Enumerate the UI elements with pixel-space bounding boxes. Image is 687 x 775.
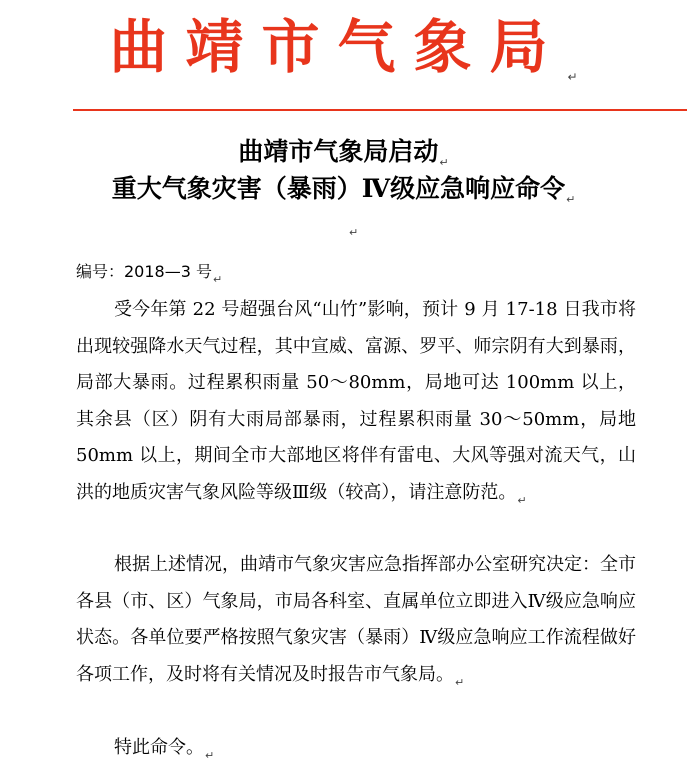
body-paragraph-3 <box>76 730 636 775</box>
document-title-line-2 <box>0 171 687 218</box>
document-number-text: 编号：2018—3 号 <box>76 262 212 281</box>
org-title-text: 曲靖市气象局 <box>109 13 566 81</box>
paragraph-mark-icon: ↵ <box>517 493 527 507</box>
org-title-header <box>0 4 687 120</box>
paragraph-mark-icon: ↵ <box>566 193 576 206</box>
paragraph-mark-icon: ↵ <box>349 226 359 239</box>
document-title-line-2-text: 重大气象灾害（暴雨）Ⅳ级应急响应命令 <box>111 174 566 203</box>
paragraph-mark-icon: ↵ <box>213 273 223 286</box>
paragraph-mark-icon: ↵ <box>439 156 449 169</box>
red-divider-line <box>73 109 687 111</box>
body-paragraph-1 <box>76 292 636 519</box>
document-number <box>76 260 222 292</box>
body-paragraph-1-text: 受今年第 22 号超强台风“山竹”影响，预计 9 月 17-18 日我市将出现较强降水天气过程，其中宣威、富源、罗平、师宗阴有大到暴雨，局部大暴雨。过程累积雨量 50～80mm，局地可达 100mm 以上，其余县（区）阴有大雨局部暴雨，过程累积雨量 30～50mm，局地 50mm 以上，期间全市大部地区将伴有雷电、大风等强对流天气，山洪的地质灾害气象风险等级Ⅲ级（较高），请注意防范。 <box>76 299 636 503</box>
document-title-line-1-text: 曲靖市气象局启动 <box>238 137 439 166</box>
paragraph-mark-icon: ↵ <box>455 675 465 689</box>
body-paragraph-2-text: 根据上述情况，曲靖市气象灾害应急指挥部办公室研究决定：全市各县（市、区）气象局，市局各科室、直属单位立即进入Ⅳ级应急响应状态。各单位要严格按照气象灾害（暴雨）Ⅳ级应急响应工作流程做好各项工作，及时将有关情况及时报告市气象局。 <box>76 554 636 685</box>
paragraph-mark-icon: ↵ <box>205 749 215 762</box>
body-paragraph-2 <box>76 547 636 701</box>
body-paragraph-3-text: 特此命令。 <box>114 737 204 758</box>
paragraph-mark-icon: ↵ <box>567 70 578 84</box>
